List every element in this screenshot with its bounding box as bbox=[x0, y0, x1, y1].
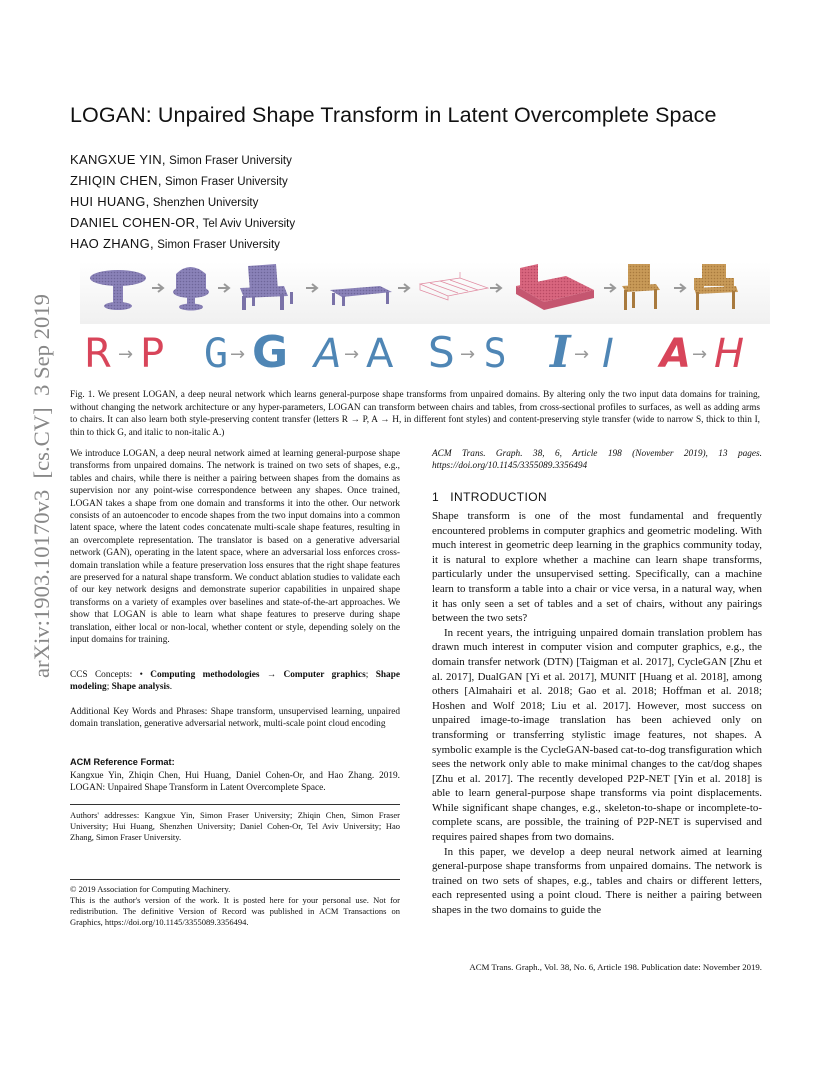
author-affiliation: Tel Aviv University bbox=[202, 218, 296, 230]
section-heading bbox=[432, 490, 547, 504]
caption-label: Fig. 1. bbox=[70, 390, 95, 400]
paper-title: LOGAN: Unpaired Shape Transform in Latent Overcomplete Space bbox=[70, 103, 717, 127]
arrow-icon: → bbox=[118, 344, 134, 365]
letter-g-thick: G bbox=[252, 327, 289, 378]
letter-s-narrow: S bbox=[484, 331, 506, 377]
author-name: DANIEL COHEN-OR bbox=[70, 215, 196, 230]
ccs-separator: ; bbox=[106, 682, 110, 693]
author-2: ZHIQIN CHEN, Simon Fraser University bbox=[70, 173, 288, 188]
citation-line: ACM Trans. Graph. 38, 6, Article 198 (November 2019), 13 pages. https://doi.org/10.1145/3355089.3356494 bbox=[432, 449, 762, 472]
letter-a: A bbox=[366, 331, 394, 377]
arrow-icon: → bbox=[230, 344, 246, 365]
ccs-prefix: CCS Concepts: • bbox=[70, 670, 143, 680]
letter-a-italic: A bbox=[314, 331, 342, 377]
arxiv-stamp-text: arXiv:1903.10170v3 [cs.CV] 3 Sep 2019 bbox=[29, 296, 54, 678]
acm-reference-heading: ACM Reference Format: bbox=[70, 757, 175, 767]
author-affiliation: Simon Fraser University bbox=[169, 155, 292, 167]
copyright-notice bbox=[70, 884, 400, 928]
paragraph: In this paper, we develop a deep neural network aimed at learning general-purpose shape transforms from unpaired domains. The network is trained on two sets of shapes, e.g., tables and chairs or different letters, each represented using a point cloud. There is neither a pairing between shapes in the two domains to guide the bbox=[432, 845, 762, 917]
section-title: INTRODUCTION bbox=[450, 490, 548, 504]
ccs-separator: ; bbox=[365, 670, 369, 680]
author-name: HUI HUANG bbox=[70, 194, 146, 209]
letter-h: H bbox=[714, 331, 745, 377]
divider bbox=[70, 804, 400, 805]
figure-caption bbox=[70, 389, 760, 439]
arrow-icon: → bbox=[692, 344, 708, 365]
letter-g-thin: G bbox=[204, 331, 229, 377]
author-addresses: Authors' addresses: Kangxue Yin, Simon Fraser University; Zhiqin Chen, Simon Fraser University; Hui Huang, Shenzhen University; Daniel Cohen-Or, Tel Aviv University; Hao Zhang, Simon Fraser University. bbox=[70, 810, 400, 842]
letter-s-wide: S bbox=[428, 328, 455, 377]
paragraph: Shape transform is one of the most fundamental and frequently encountered problems in computer graphics and geometric modeling. With much interest in geometric deep learning in the graphics community today, it is natural to explore whether a machine can learn shape transforms, particularly under the unsupervised setting. Specifically, can a machine learn to transform a table into a chair or vice versa, in a natural way, when it has only seen a set of tables and a set of chairs, without any pairings between the two sets? bbox=[432, 510, 762, 625]
letter-r: R bbox=[84, 331, 112, 377]
copyright-statement: This is the author's version of the work. It is posted here for your personal use. Not for redistribution. The definitive Version of Record was published in ACM Transactions on Graphics, https://doi.org/10.1145/3355089.3356494. bbox=[70, 895, 400, 927]
author-affiliation: Simon Fraser University bbox=[165, 176, 288, 188]
keywords: Additional Key Words and Phrases: Shape transform, unsupervised learning, unpaired domain translation, generative adversarial network, multi-scale point cloud encoding bbox=[70, 707, 400, 730]
author-3: HUI HUANG, Shenzhen University bbox=[70, 194, 259, 209]
arxiv-stamp bbox=[2, 292, 74, 682]
caption-text: We present LOGAN, a deep neural network which learns general-purpose shape transforms from unpaired domains. By altering only the two input data domains for training, without changing the network architecture or any hyper-parameters, LOGAN can transform between chairs and tables, from cross-sectional profiles to surfaces, as well as adding arms to chairs. It can also learn both style-preserving content transfer (letters R → P, A → H, in different font styles) and content-preserving style transfer (wide to narrow S, thick to thin I, thin to thick G, and italic to non-italic A.) bbox=[70, 390, 760, 438]
author-4: DANIEL COHEN-OR, Tel Aviv University bbox=[70, 215, 296, 230]
introduction-body bbox=[432, 509, 762, 918]
author-name: KANGXUE YIN bbox=[70, 152, 162, 167]
author-5: HAO ZHANG, Simon Fraser University bbox=[70, 236, 280, 251]
arrow-icon: → bbox=[344, 344, 360, 365]
author-name: HAO ZHANG bbox=[70, 236, 150, 251]
letter-i-thin: I bbox=[602, 331, 614, 377]
divider bbox=[70, 879, 400, 880]
abstract: We introduce LOGAN, a deep neural network aimed at learning general-purpose shape transforms from unpaired domains. The network is trained on two sets of shapes, e.g., tables and chairs, while there is neither a pairing between shapes from the domains as supervision nor any point-wise correspondence between any shapes. Once trained, LOGAN takes a shape from one domain and transforms it into the other. Our network consists of an autoencoder to encode shapes from the two input domains into a common latent space, where the latent codes concatenate multi-scale shape features, resulting in an overcomplete representation. The translator is based on a generative adversarial network (GAN), operating in the latent space, where an adversarial loss enforces cross-domain translation while a feature preservation loss ensures that the right shape features are preserved for a natural shape transform. We conduct ablation studies to validate each of our key network designs and demonstrate superior capabilities in unpaired shape transforms on a variety of examples over baselines and state-of-the-art approaches. We show that LOGAN is able to learn what shape features to preserve during shape translation, either local or non-local, whether content or style, depending solely on the input domains for training. bbox=[70, 449, 400, 646]
arrow-icon: → bbox=[460, 344, 476, 365]
author-1: KANGXUE YIN, Simon Fraser University bbox=[70, 152, 292, 167]
author-list bbox=[70, 150, 490, 255]
ccs-item: Computing methodologies → Computer graphics bbox=[150, 670, 366, 680]
arrow-icon: → bbox=[574, 344, 590, 365]
author-affiliation: Shenzhen University bbox=[152, 197, 259, 209]
author-affiliation: Simon Fraser University bbox=[157, 239, 280, 251]
letter-a-red: A bbox=[660, 331, 691, 377]
page-footer: ACM Trans. Graph., Vol. 38, No. 6, Article 198. Publication date: November 2019. bbox=[469, 962, 762, 972]
ccs-item: Shape modeling bbox=[70, 670, 401, 693]
section-number: 1 bbox=[432, 490, 440, 504]
acm-reference-text: Kangxue Yin, Zhiqin Chen, Hui Huang, Daniel Cohen-Or, and Hao Zhang. 2019. LOGAN: Unpaired Shape Transform in Latent Overcomplete Space. bbox=[70, 771, 400, 794]
letter-p: P bbox=[140, 331, 165, 377]
author-name: ZHIQIN CHEN bbox=[70, 173, 158, 188]
ccs-concepts: CCS Concepts: • Computing methodologies → Computer graphics; Shape modeling; Shape analysis. bbox=[70, 670, 401, 693]
paragraph: In recent years, the intriguing unpaired domain translation problem has drawn much interest in computer vision and computer graphics, e.g., the domain transfer network (DTN) [Taigman et al. 2017], CycleGAN [Zhu et al. 2017], DualGAN [Yi et al. 2017], MUNIT [Huang et al. 2018], among others [Almahairi et al. 2018; Gao et al. 2018; Hoffman et al. 2018; Hoshen and Wolf 2018; Liu et al. 2017]. However, most success on unpaired image-to-image translation has been achieved only on transforming or transferring stylistic image features, not shapes. A symbolic example is the CycleGAN-based cat-to-dog transfiguration which sees the network only able to make minimal changes to the cat/dog shapes [Zhu et al. 2017]. The recently developed P2P-NET [Yin et al. 2018] is able to learn general-purpose shape transforms via point displacements. While significant shape changes, e.g., skeleton-to-shape or incomplete-to-complete scans, are possible, the training of P2P-NET is supervised and requires paired shapes from two domains. bbox=[432, 626, 762, 844]
letter-i-thick: I bbox=[550, 327, 571, 378]
copyright-line: © 2019 Association for Computing Machinery. bbox=[70, 884, 231, 894]
ccs-item: Shape analysis bbox=[111, 682, 170, 693]
teaser-figure bbox=[80, 262, 770, 380]
